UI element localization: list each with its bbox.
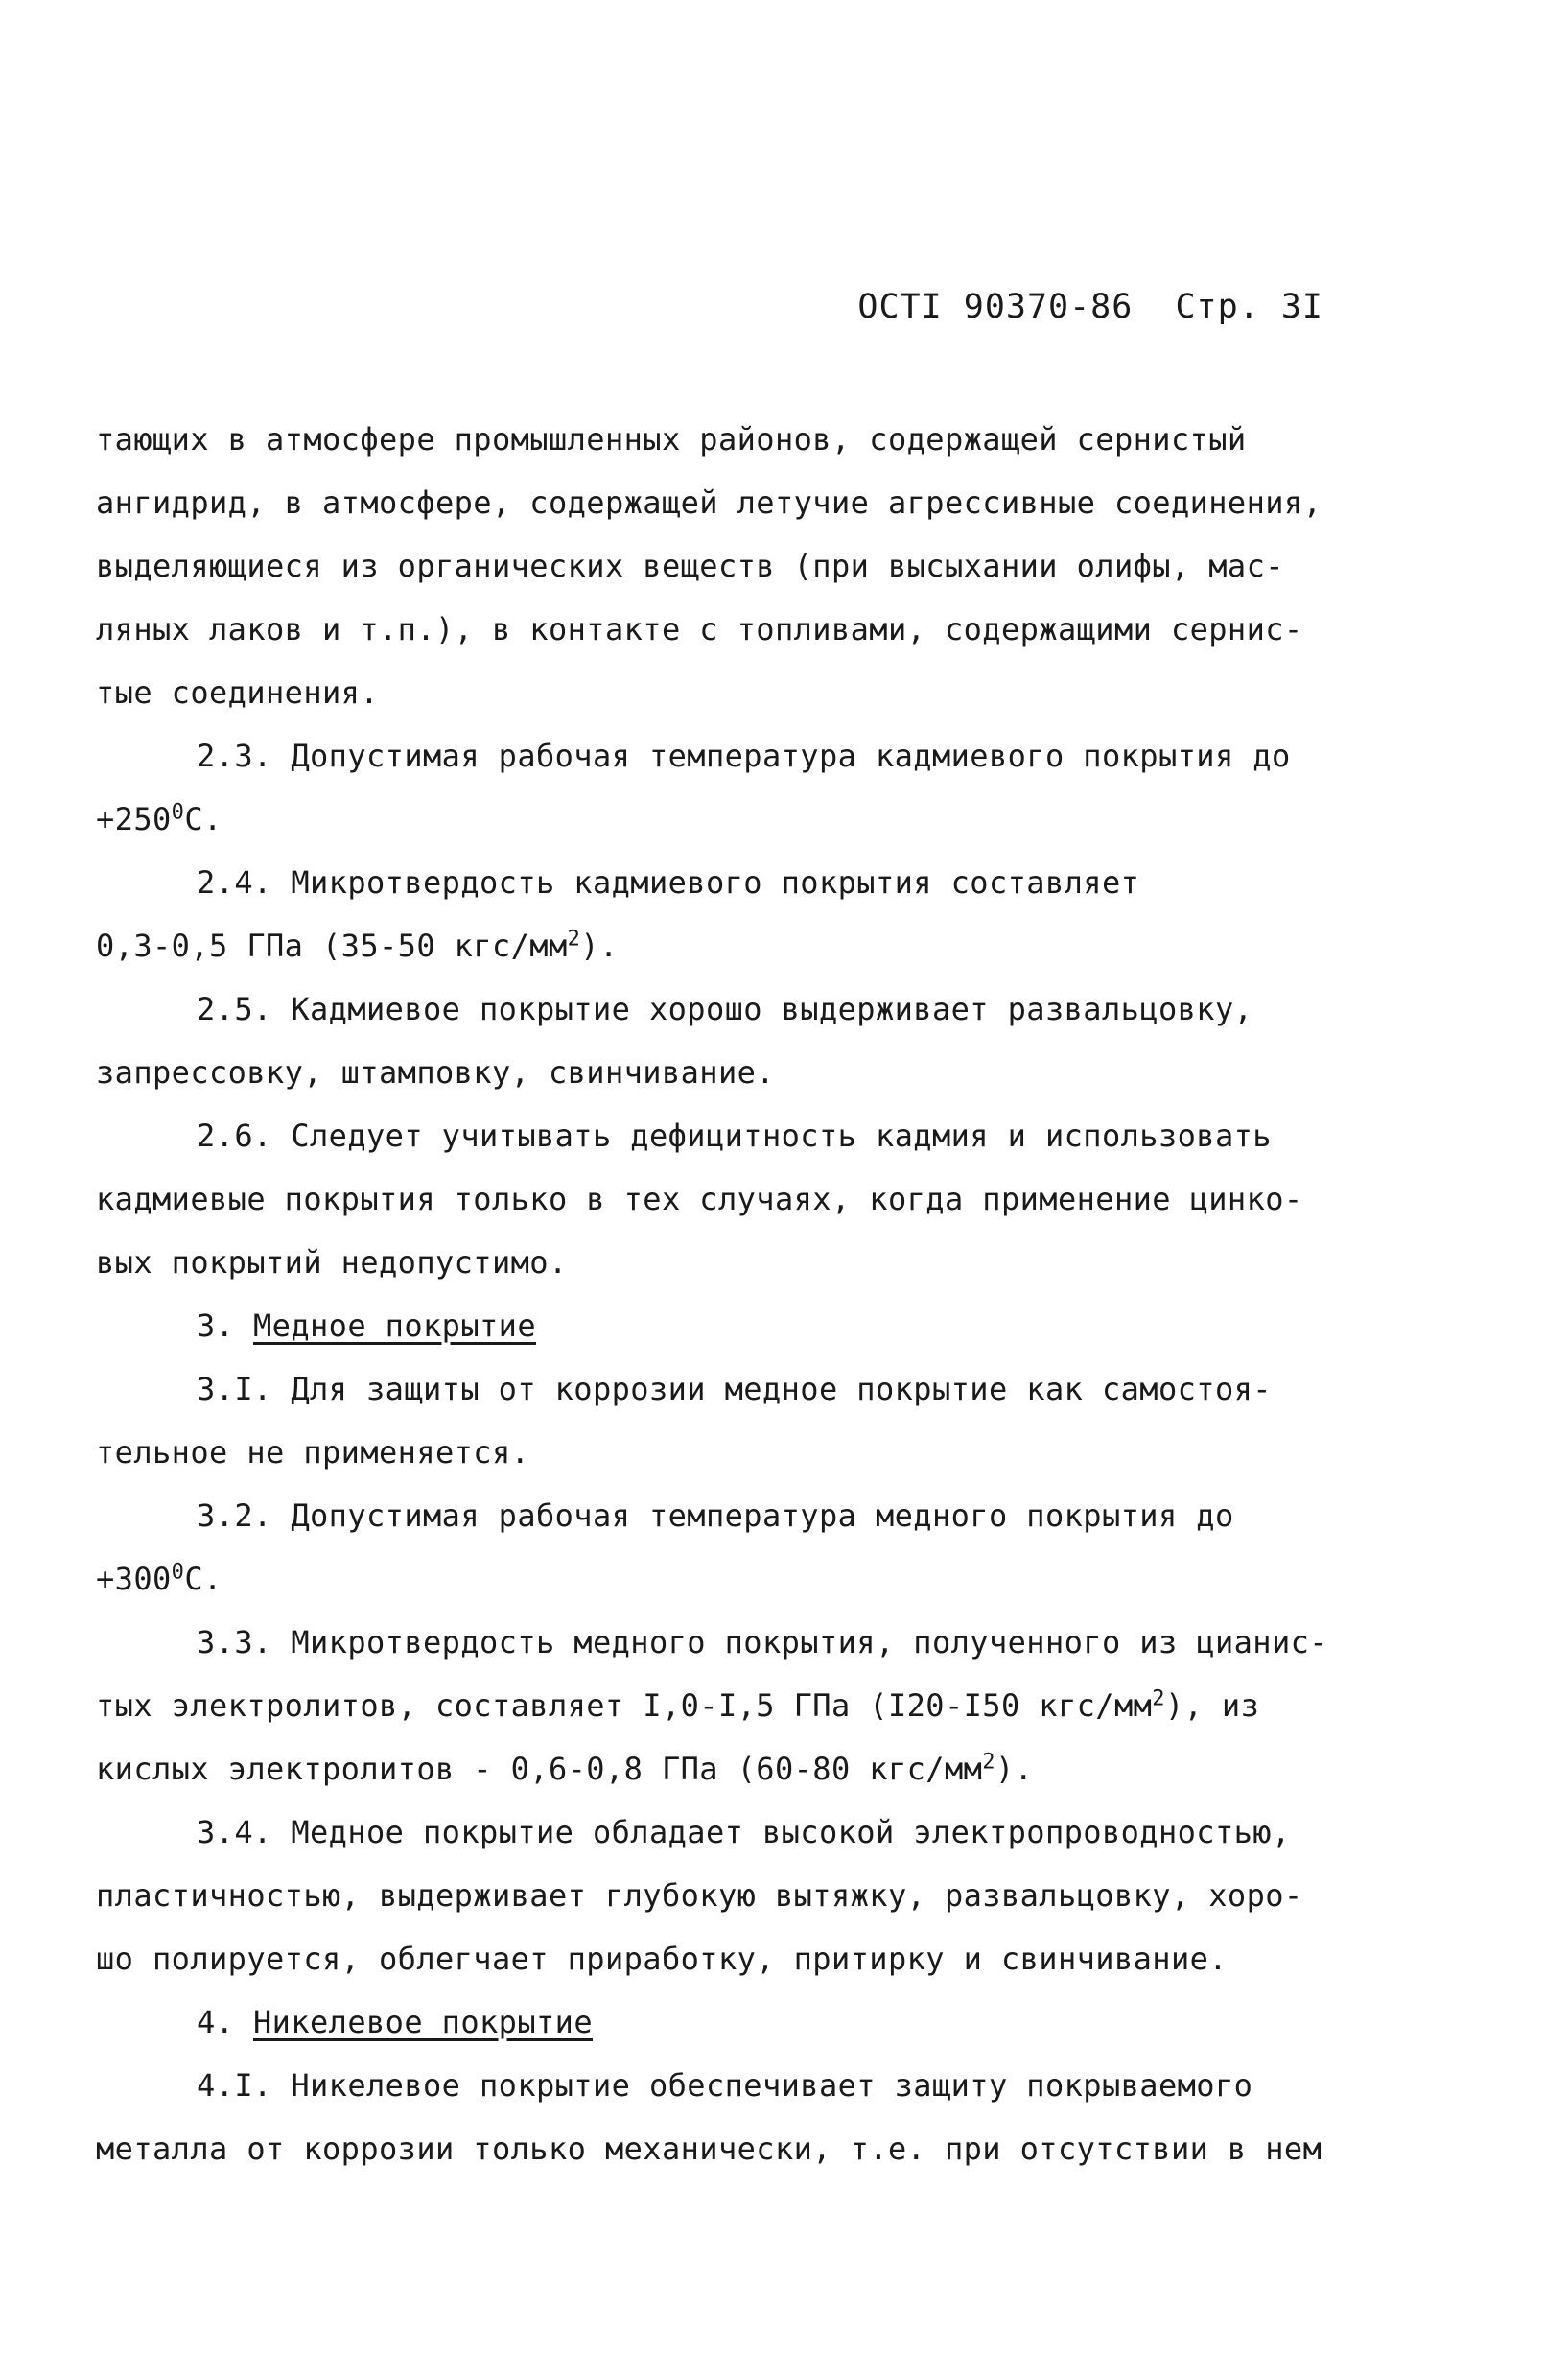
- text-line: ангидрид, в атмосфере, содержащей летучие агрессивные соединения,: [96, 484, 1322, 521]
- clause-2-5: 2.5. Кадмиевое покрытие хорошо выдерживает развальцовку,: [197, 991, 1253, 1027]
- text-line: выделяющиеся из органических веществ (при высыхании олифы, мас-: [96, 548, 1284, 584]
- text-line: запрессовку, штамповку, свинчивание.: [96, 1054, 775, 1091]
- temperature-value: +250: [96, 801, 172, 837]
- text-line: шо полируется, облегчает приработку, притирку и свинчивание.: [96, 1941, 1228, 1977]
- hardness-value: тых электролитов, составляет I,0-I,5 ГПа (I20-I50 кгс/мм: [96, 1687, 1153, 1724]
- clause-3-4: 3.4. Медное покрытие обладает высокой электропроводностью,: [197, 1814, 1291, 1850]
- clause-2-3: 2.3. Допустимая рабочая температура кадмиевого покрытия до: [197, 738, 1291, 774]
- text-line: [96, 1547, 1381, 1611]
- section-title: Никелевое покрытие: [253, 2004, 593, 2040]
- text-tail: ).: [995, 1751, 1034, 1787]
- section-4-heading: [96, 1990, 1381, 2054]
- text-line: ляных лаков и т.п.), в контакте с топливами, содержащими сернис-: [96, 611, 1303, 647]
- page-header: [857, 288, 1323, 326]
- clause-3-1: 3.I. Для защиты от коррозии медное покрытие как самостоя-: [197, 1371, 1272, 1407]
- text-tail: ), из: [1164, 1687, 1260, 1724]
- clause-2-6: 2.6. Следует учитывать дефицитность кадмия и использовать: [197, 1118, 1272, 1154]
- text-line: [96, 1737, 1381, 1801]
- temperature-unit: С.: [184, 801, 222, 837]
- clause-3-3: 3.3. Микротвердость медного покрытия, полученного из цианис-: [197, 1624, 1328, 1660]
- text-line: кадмиевые покрытия только в тех случаях, когда применение цинко-: [96, 1181, 1303, 1217]
- text-line: [96, 1674, 1381, 1737]
- text-line: [96, 914, 1381, 977]
- hardness-value: кислых электролитов - 0,6-0,8 ГПа (60-80 кгс/мм: [96, 1751, 983, 1787]
- text-line: вых покрытий недопустимо.: [96, 1244, 568, 1281]
- text-line: тельное не применяется.: [96, 1434, 530, 1471]
- degree-sup: 0: [171, 1560, 185, 1585]
- clause-2-4: 2.4. Микротвердость кадмиевого покрытия составляет: [197, 864, 1140, 901]
- clause-3-2: 3.2. Допустимая рабочая температура медного покрытия до: [197, 1497, 1234, 1534]
- page-number: Стр. 3I: [1175, 288, 1323, 326]
- degree-sup: 0: [171, 800, 185, 825]
- text-line: металла от коррозии только механически, т.е. при отсутствии в нем: [96, 2131, 1322, 2167]
- temperature-value: +300: [96, 1561, 172, 1597]
- section-3-heading: [96, 1294, 1381, 1357]
- section-number: 4.: [197, 2004, 253, 2040]
- text-line: тые соединения.: [96, 674, 379, 711]
- text-line: [96, 788, 1381, 851]
- section-number: 3.: [197, 1307, 253, 1344]
- document-body: [96, 408, 1381, 2180]
- text-line: тающих в атмосфере промышленных районов, содержащей сернистый: [96, 421, 1247, 458]
- document-code: ОСТI 90370-86: [857, 288, 1134, 326]
- clause-4-1: 4.I. Никелевое покрытие обеспечивает защиту покрываемого: [197, 2067, 1253, 2104]
- section-title: Медное покрытие: [253, 1307, 536, 1344]
- hardness-value: 0,3-0,5 ГПа (35-50 кгс/мм: [96, 928, 568, 964]
- square-sup: 2: [1152, 1686, 1165, 1711]
- temperature-unit: С.: [184, 1561, 222, 1597]
- text-line: пластичностью, выдерживает глубокую вытяжку, развальцовку, хоро-: [96, 1877, 1303, 1914]
- square-sup: 2: [567, 927, 581, 952]
- text-tail: ).: [580, 928, 619, 964]
- square-sup: 2: [982, 1750, 995, 1775]
